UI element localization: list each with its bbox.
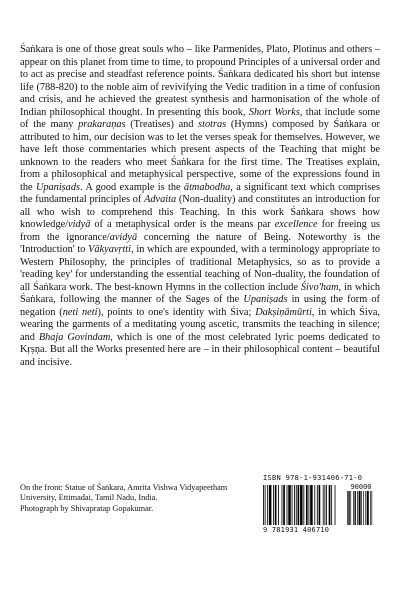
barcode-bar [350, 491, 351, 525]
barcode-bar [335, 485, 336, 525]
barcode-bar [353, 491, 354, 525]
barcode-bar [331, 485, 332, 525]
barcode-bar [359, 491, 361, 525]
barcode-bar [287, 485, 288, 525]
photo-credits [20, 483, 240, 514]
text-run: , a significant text which comprises the fundamental principles of [20, 181, 380, 206]
term-italic: avidyā [109, 231, 138, 243]
barcode-bar [324, 485, 325, 525]
text-run: , that include some of the many [20, 106, 380, 131]
term-italic: vidyā [68, 219, 91, 231]
text-run: , in which Śiva, wearing the garments of a meditating young ascetic, transmits the teaching in silence; and [20, 306, 380, 343]
text-run: (Non-duality) and constitutes an introduction for all who wish to comprehend this Teaching. In this work Śaṅkara shows how knowledge/ [20, 194, 380, 231]
text-run: (Treatises) and [125, 119, 199, 131]
term-italic: Vākyavṛtti [88, 244, 132, 256]
barcode-bar [323, 485, 324, 525]
term-italic: Dakṣiṇāmūrti [255, 306, 312, 318]
barcode-bar [300, 485, 303, 525]
barcode-bar [348, 491, 349, 525]
term-italic: excellence [274, 219, 318, 231]
barcode-bar [306, 485, 308, 525]
barcode-addon-number: 90000 [350, 483, 372, 491]
barcode-bar [275, 485, 277, 525]
barcode-bar [317, 485, 318, 525]
barcode-bar [347, 491, 348, 525]
isbn-barcode [263, 474, 381, 534]
barcode-bar [319, 485, 321, 525]
term-italic: Upaniṣads [35, 181, 80, 193]
text-run: (Hymns) composed by Śaṅkara or attributed to him, our decision was to let the verses speak for themselves. However, we have left those commentaries which present aspects of the Teaching that might be unknown to the readers who meet Śaṅkara for the first time. The Treatises explain, from a philosophical and metaphysical perspective, some of the expressions found in the [20, 119, 380, 193]
barcode-bar [329, 485, 331, 525]
barcode-addon-bars [347, 491, 379, 525]
isbn-label: ISBN 978-1-931406-71-0 [263, 474, 363, 482]
book-title-italic: Short Works [248, 106, 300, 118]
text-run: , in which are expounded, with a terminology appropriate to Western Philosophy, the principles of traditional Metaphysics, so as to provide a 'reading key' for understanding the essential teaching of Non-duality, the foundation of all Śaṅkara work. The best-known Hymns in the collection include [20, 244, 380, 293]
barcode-bar [357, 491, 358, 525]
barcode-bar [273, 485, 274, 525]
barcode-bar [283, 485, 285, 525]
term-italic: prakaraṇas [78, 119, 126, 131]
barcode-bar [294, 485, 295, 525]
text-run: Śaṅkara is one of those great souls who – like Parmenides, Plato, Plotinus and others – appear on this planet from time to time, to propound Principles of a universal order and to act as precise and steadfast reference points. Śaṅkara dedicated his short but intense life (788-820) to the noble aim of revivifying the Vedic tradition in a time of confusion and crisis, and he achieved the greatest synthesis and harmonisation of the whole of Indian philosophical thought. In presenting this book, [20, 44, 380, 118]
barcode-bar [292, 485, 293, 525]
text-run: ), points to one's identity with Śiva; [97, 306, 256, 318]
barcode-digits: 9 781931 406710 [263, 526, 330, 534]
description-text [20, 44, 380, 369]
barcode-bar [282, 485, 283, 525]
term-italic: Bhaja Govindam [38, 331, 111, 343]
text-run: . A good example is the [80, 181, 184, 193]
barcode-bar [354, 491, 355, 525]
term-italic: Advaita [144, 194, 177, 206]
term-italic: ātmabodha [183, 181, 231, 193]
barcode-bar [296, 485, 297, 525]
barcode-bar [367, 491, 369, 525]
barcode-bar [267, 485, 268, 525]
barcode-bar [265, 485, 266, 525]
text-run: , in which Śaṅkara, following the manner of the Sages of the [20, 281, 380, 306]
text-run: , which is one of the most celebrated lyric poems dedicated to Kṛṣṇa. But all the Works presented here are – in their philosophical content – beautiful and incisive. [20, 331, 380, 368]
barcode-bar [278, 485, 279, 525]
term-italic: Upaniṣads [243, 294, 288, 306]
term-italic: Śivo'ham [300, 281, 339, 293]
barcode-bar [361, 491, 362, 525]
term-italic: stotras [198, 119, 227, 131]
text-run: concerning the nature of Being. Noteworthy is the 'Introduction' to [20, 231, 380, 256]
barcode-bar [370, 491, 371, 525]
barcode-bar [363, 491, 364, 525]
text-run: for freeing us from the ignorance/ [20, 219, 380, 243]
front-cover-credit: On the front: Statue of Śaṅkara, Amrita Vishwa Vidyapeetham University, Ettimadai, Tamil Nadu, India. [20, 483, 228, 503]
text-run: in using the form of negation ( [20, 294, 380, 318]
barcode-bar [263, 485, 264, 525]
barcode-bar [314, 485, 315, 525]
barcode-bar [298, 485, 300, 525]
barcode-bar [269, 485, 272, 525]
text-run: of a metaphysical order is the means par [90, 219, 275, 231]
barcode-bar [308, 485, 309, 525]
barcode-bar [288, 485, 291, 525]
barcode-bar [303, 485, 304, 525]
barcode-bar [365, 491, 366, 525]
barcode-main-bars [263, 485, 343, 525]
photographer-credit: Photograph by Shivapratap Gopakumar. [20, 503, 154, 513]
term-italic: neti neti [62, 306, 98, 318]
barcode-bar [310, 485, 313, 525]
barcode-bar [326, 485, 327, 525]
barcode-bar [372, 491, 373, 525]
